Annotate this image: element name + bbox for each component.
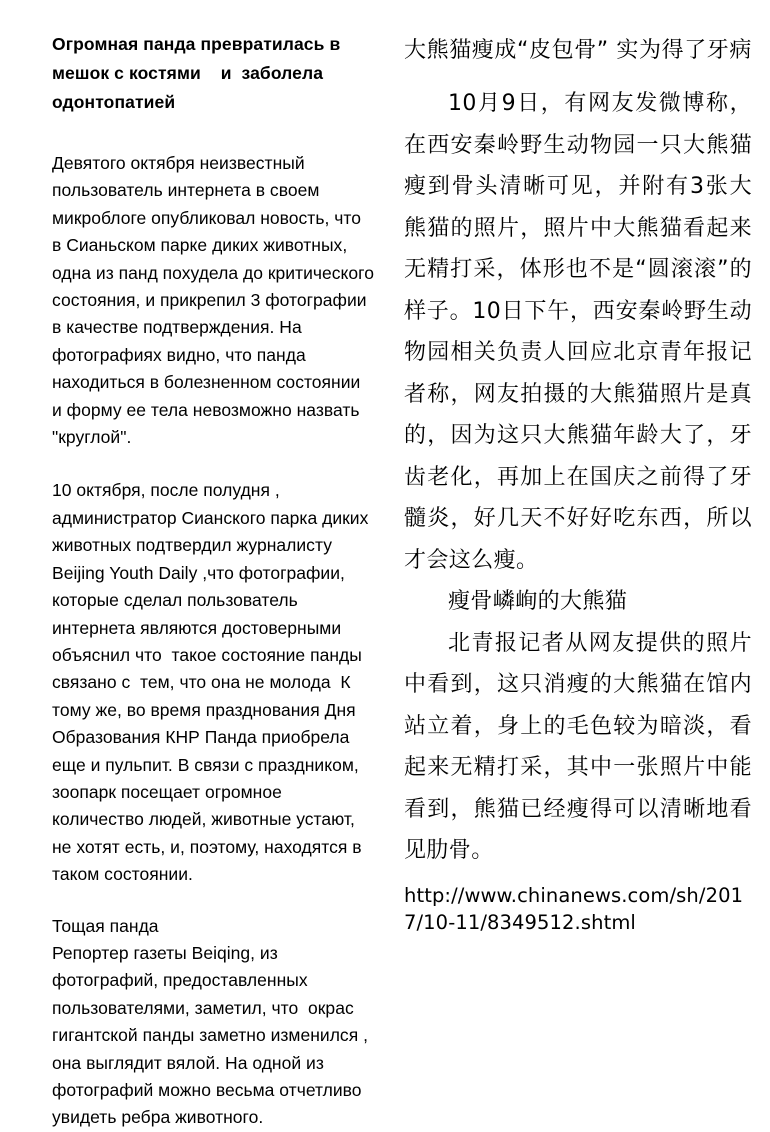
spacer [52, 451, 374, 477]
chinese-article-body [404, 30, 752, 872]
spacer [404, 872, 752, 883]
spacer [52, 119, 374, 150]
russian-paragraph-3: Репортер газеты Beiqing, из фотографий, предоставленных пользователями, заметил, что окрас гигантской панды заметно изменился , она выглядит вялой. На одной из фотографий можно весьма отчетливо увидеть ребра животного. [52, 942, 373, 1128]
russian-paragraph-1: Девятого октября неизвестный пользователь интернета в своем микроблоге опубликовал новость, что в Сианьском парке диких животных, одна из панд похудела до критического состояния, и прикрепил 3 фотографии в качестве подтверждения. На фотографиях видно, что панда находиться в болезненном состоянии и форму ее тела невозможно назвать "круглой". [52, 153, 379, 448]
russian-subheading: Тощая панда [52, 915, 159, 936]
chinese-subheading: 瘦骨嶙峋的大熊猫 [448, 589, 628, 614]
chinese-paragraph-1: 10月9日，有网友发微博称，在西安秦岭野生动物园一只大熊猫瘦到骨头清晰可见，并附有3张大熊猫的照片，照片中大熊猫看起来无精打采，体形也不是“圆滚滚”的样子。10日下午，西安秦岭野生动物园相关负责人回应北京青年报记者称，网友拍摄的大熊猫照片是真的，因为这只大熊猫年龄大了，牙齿老化，再加上在国庆之前得了牙髓炎，好几天不好好吃东西，所以才会这么瘦。 [404, 91, 752, 573]
spacer [404, 71, 752, 83]
russian-column [52, 30, 382, 1128]
russian-article-title: Огромная панда превратилась в мешок с костями и заболела одонтопатией [52, 34, 346, 112]
russian-paragraph-2: 10 октября, после полудня , администратор Сианского парка диких животных подтвердил журналисту Beijing Youth Daily ,что фотографии, которые сделал пользователь интернета являются достоверными объяснил что такое состояние панды связано с тем, что она не молода К тому же, во время празднования Дня Образования КНР Панда приобрела еще и пульпит. В связи с праздником, зоопарк посещает огромное количество людей, животные устают, не хотят есть, и, поэтому, находятся в таком состоянии. [52, 480, 374, 885]
chinese-paragraph-2: 北青报记者从网友提供的照片中看到，这只消瘦的大熊猫在馆内站立着，身上的毛色较为暗淡，看起来无精打采，其中一张照片中能看到，熊猫已经瘦得可以清晰地看见肋骨。 [404, 630, 752, 863]
chinese-article-title: 大熊猫瘦成“皮包骨” 实为得了牙病 [404, 38, 752, 63]
source-url[interactable]: http://www.chinanews.com/sh/2017/10-11/8349512.shtml [404, 884, 744, 934]
spacer [52, 889, 374, 913]
chinese-column [382, 30, 752, 1096]
